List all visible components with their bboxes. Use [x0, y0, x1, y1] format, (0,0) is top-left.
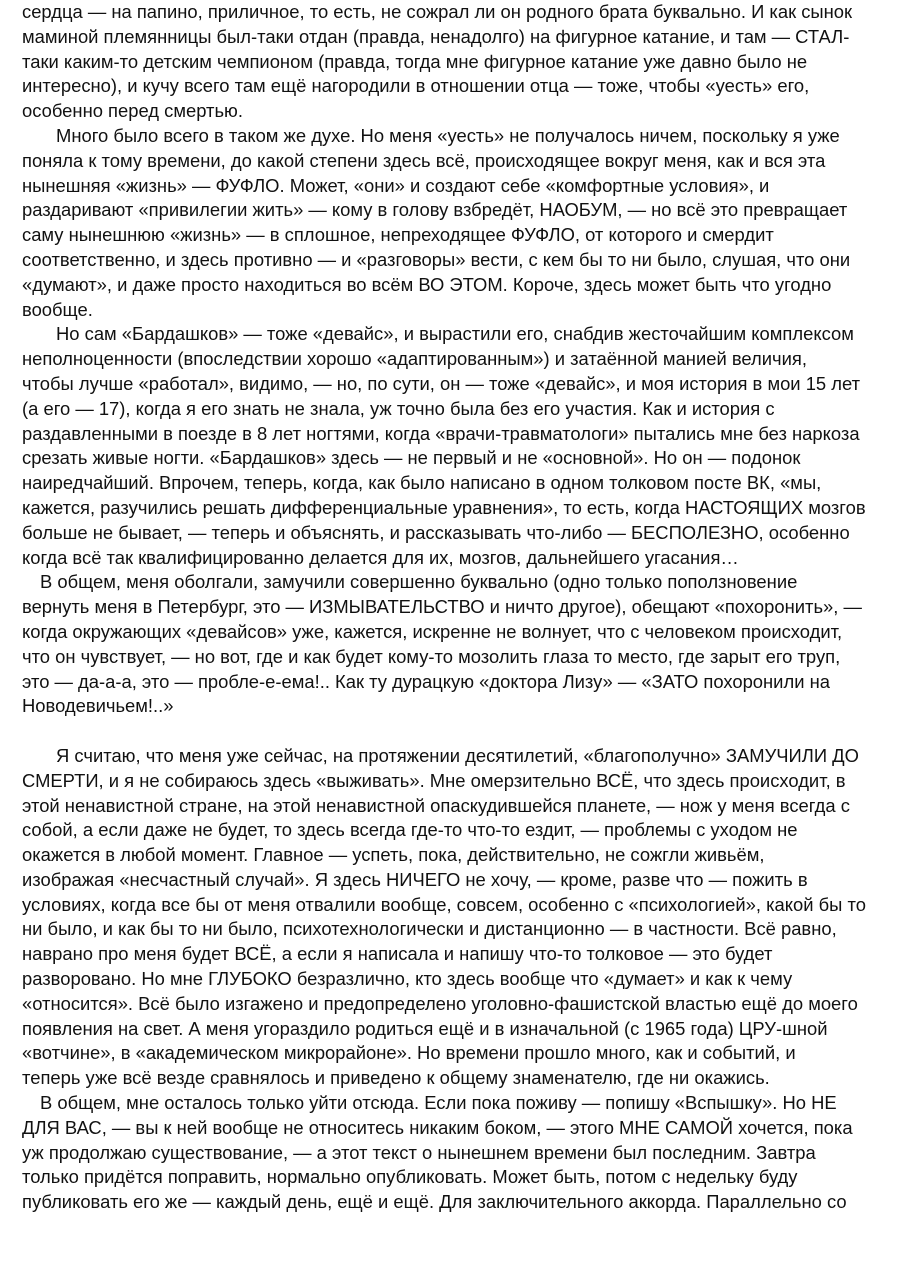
text-line: «относится». Всё было изгажено и предопределено уголовно-фашистской властью ещё до моего — [22, 992, 858, 1014]
text-line: нынешняя «жизнь» — ФУФЛО. Может, «они» и создают себе «комфортные условия», и — [22, 174, 770, 196]
text-line: наврано про меня будет ВСЁ, а если я написала и напишу что-то толковое — это будет — [22, 943, 773, 965]
paragraph — [22, 570, 892, 719]
text-line: кажется, разучились решать дифференциальные уравнения», то есть, когда НАСТОЯЩИХ мозгов — [22, 496, 866, 518]
text-line: сердца — на папино, приличное, то есть, не сожрал ли он родного брата буквально. И как сынок — [22, 1, 853, 22]
text-line: больше не бывает, — теперь и объяснять, и рассказывать что-либо — БЕСПОЛЕЗНО, особенно — [22, 521, 850, 543]
text-line: этой ненавистной стране, на этой ненавистной опаскудившейся планете, — нож у меня всегда с — [22, 794, 850, 816]
text-line: соответственно, и здесь противно — и «разговоры» вести, с кем бы то ни было, слушая, что они — [22, 248, 851, 270]
paragraph — [22, 1091, 892, 1215]
text-line: публиковать его же — каждый день, ещё и ещё. Для заключительного аккорда. Параллельно со — [22, 1191, 847, 1213]
text-line: вернуть меня в Петербург, это — ИЗМЫВАТЕЛЬСТВО и ничто другое), обещают «похоронить», — — [22, 596, 862, 618]
document-text — [22, 0, 892, 1215]
text-line: условиях, когда все бы от меня отвалили вообще, совсем, особенно с «психологией», какой бы то — [22, 893, 866, 915]
text-line: интересно), и кучу всего там ещё нагородили в отношении отца — тоже, чтобы «уесть» его, — [22, 75, 810, 97]
text-line: раздавленными в поезде в 8 лет ногтями, когда «врачи-травматологи» пытались мне без наркоза — [22, 422, 860, 444]
text-line: «думают», и даже просто находиться во всём ВО ЭТОМ. Короче, здесь может быть что угодно — [22, 273, 832, 295]
text-line: когда окружающих «девайсов» уже, кажется, искренне не волнует, что с человеком происходит, — [22, 620, 843, 642]
text-line: неполноценности (впоследствии хорошо «адаптированным») и затаённой манией величия, — [22, 348, 807, 370]
text-line: наиредчайший. Впрочем, теперь, когда, как было написано в одном толковом посте ВК, «мы, — [22, 472, 822, 494]
text-line: появления на свет. А меня угораздило родиться ещё и в изначальной (с 1965 года) ЦРУ-шной — [22, 1017, 828, 1039]
text-line: когда всё так квалифицированно делается для их, мозгов, дальнейшего угасания… — [22, 546, 739, 568]
text-line: Я считаю, что меня уже сейчас, на протяжении десятилетий, «благополучно» ЗАМУЧИЛИ ДО — [56, 744, 859, 766]
text-line: особенно перед смертью. — [22, 100, 243, 122]
text-line: таки каким-то детским чемпионом (правда, тогда мне фигурное катание уже давно было не — [22, 50, 808, 72]
text-line: только придётся поправить, нормально опубликовать. Может быть, потом с недельку буду — [22, 1166, 798, 1188]
text-line: В общем, меня оболгали, замучили совершенно буквально (одно только поползновение — [40, 571, 798, 593]
text-line: поняла к тому времени, до какой степени здесь всё, происходящее вокруг меня, как и вся эта — [22, 149, 826, 171]
paragraph — [22, 744, 892, 1091]
text-line: уж продолжаю существование, — а этот текст о нынешнем времени был последним. Завтра — [22, 1141, 816, 1163]
text-line: окажется в любой момент. Главное — успеть, пока, действительно, не сожгли живьём, — [22, 844, 765, 866]
text-line: Но сам «Бардашков» — тоже «девайс», и вырастили его, снабдив жесточайшим комплексом — [56, 323, 854, 345]
text-line: разворовано. Но мне ГЛУБОКО безразлично, кто здесь вообще что «думает» и как к чему — [22, 968, 793, 990]
text-line: изображая «несчастный случай». Я здесь НИЧЕГО не хочу, — кроме, разве что — пожить в — [22, 868, 808, 890]
text-line: маминой племянницы был-таки отдан (правда, ненадолго) на фигурное катание, и там — СТАЛ- — [22, 25, 850, 47]
text-line: собой, а если даже не будет, то здесь всегда где-то что-то ездит, — проблемы с уходом не — [22, 819, 798, 841]
text-line: раздаривают «привилегии жить» — кому в голову взбредёт, НАОБУМ, — но всё это превращает — [22, 199, 848, 221]
text-line: Много было всего в таком же духе. Но меня «уесть» не получалось ничем, поскольку я уже — [56, 124, 840, 146]
text-line: это — да-а-а, это — пробле-е-ема!.. Как ту дурацкую «доктора Лизу» — «ЗАТО похоронили на — [22, 670, 830, 692]
text-line: что он чувствует, — но вот, где и как будет кому-то мозолить глаза то место, где зарыт его труп, — [22, 645, 841, 667]
text-line: «вотчине», в «академическом микрорайоне». Но времени прошло много, как и событий, и — [22, 1042, 796, 1064]
text-line: теперь уже всё везде сравнялось и приведено к общему знаменателю, где ни окажись. — [22, 1067, 770, 1089]
paragraph — [22, 0, 892, 124]
text-line: Новодевичьем!..» — [22, 695, 174, 717]
paragraph — [22, 322, 892, 570]
text-line: СМЕРТИ, и я не собираюсь здесь «выживать». Мне омерзительно ВСЁ, что здесь происходит, в — [22, 769, 846, 791]
paragraph-gap — [22, 719, 892, 744]
paragraph — [22, 124, 892, 322]
text-line: чтобы лучше «работал», видимо, — но, по сути, он — тоже «девайс», и моя история в мои 15 лет — [22, 372, 861, 394]
text-line: саму нынешнюю «жизнь» — в сплошное, непреходящее ФУФЛО, от которого и смердит — [22, 224, 774, 246]
text-line: ДЛЯ ВАС, — вы к ней вообще не относитесь никаким боком, — этого МНЕ САМОЙ хочется, пока — [22, 1116, 853, 1138]
text-line: В общем, мне осталось только уйти отсюда. Если пока поживу — попишу «Вспышку». Но НЕ — [40, 1092, 837, 1114]
text-line: ни было, и как бы то ни было, психотехнологически и дистанционно — в частности. Всё равно, — [22, 918, 837, 940]
text-line: вообще. — [22, 298, 93, 320]
text-line: (а его — 17), когда я его знать не знала, уж точно была без его участия. Как и история с — [22, 397, 775, 419]
text-line: срезать живые ногти. «Бардашков» здесь — не первый и не «основной». Но он — подонок — [22, 447, 801, 469]
